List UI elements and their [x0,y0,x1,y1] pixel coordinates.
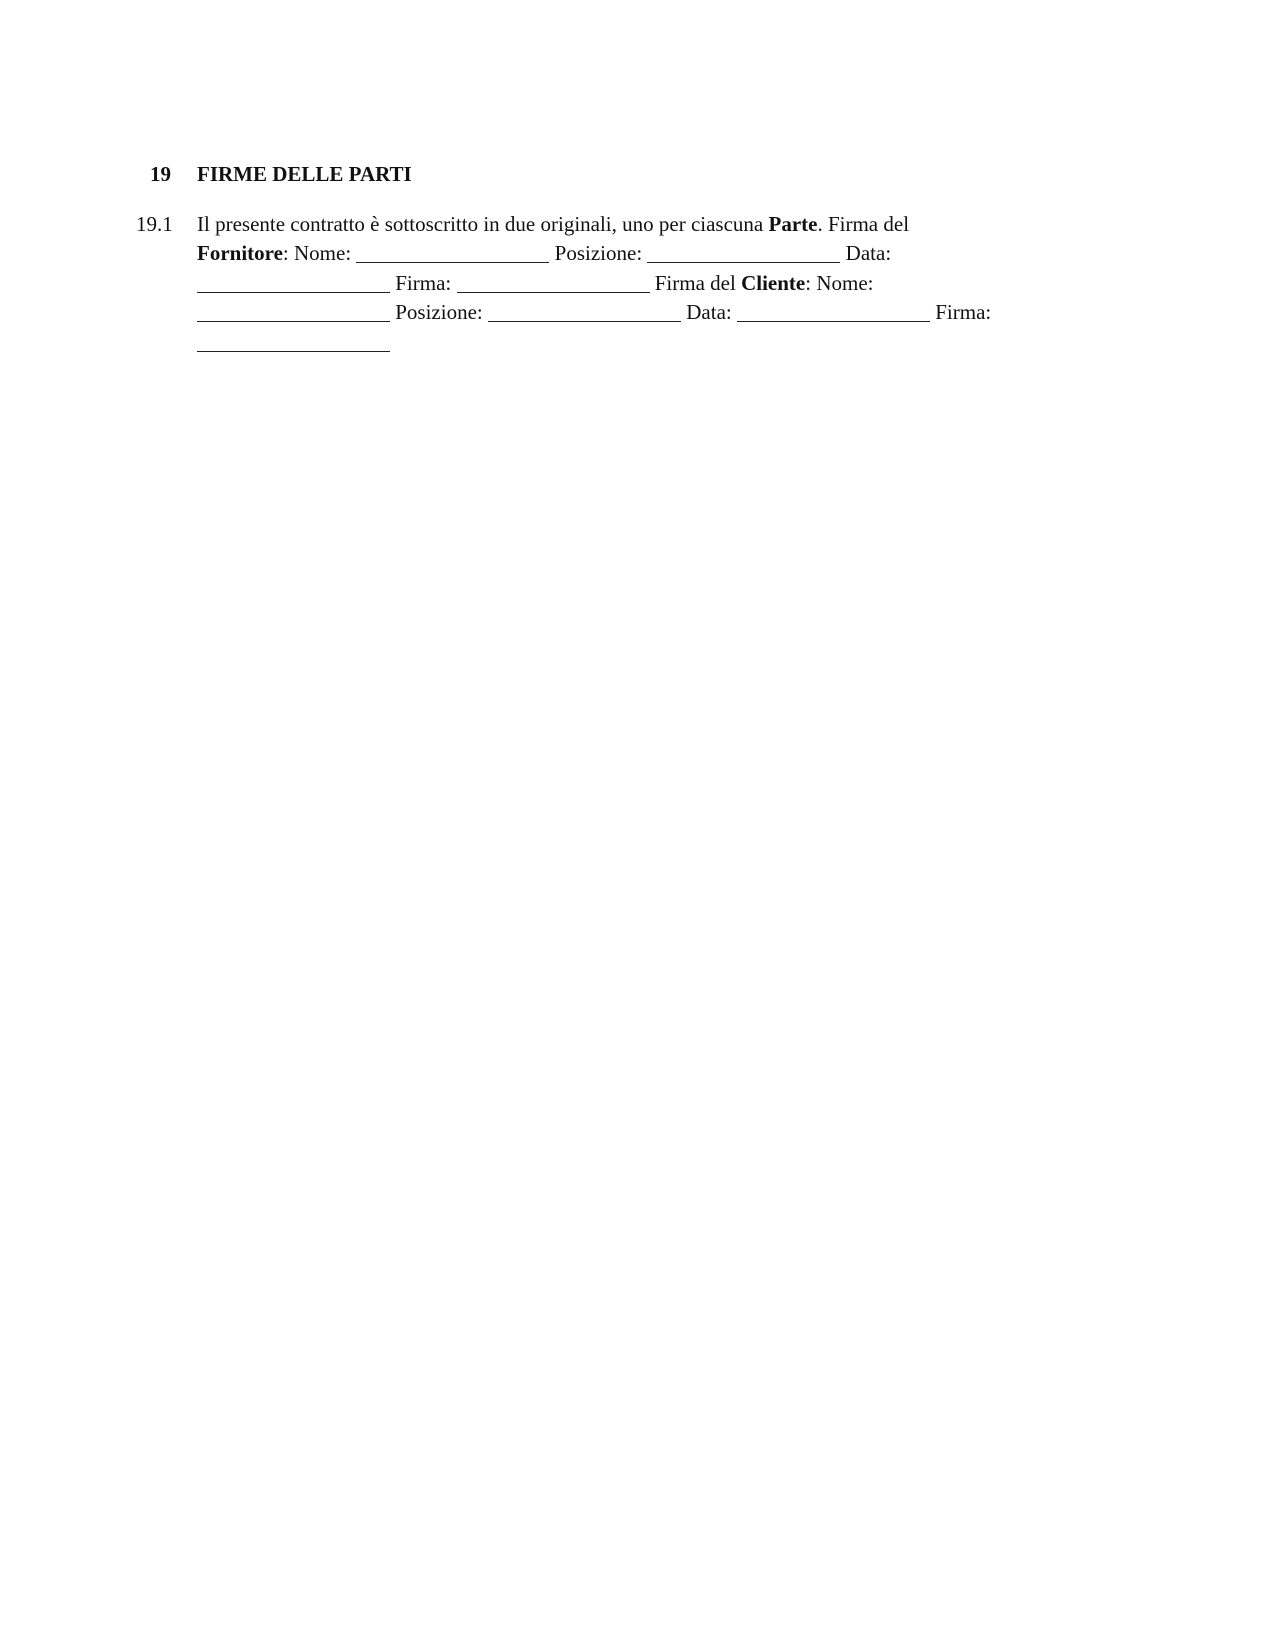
section-title: FIRME DELLE PARTI [197,162,412,186]
clause-line-1 [197,212,909,237]
text: Data: [840,241,892,265]
client-signature-blank [197,333,390,352]
term-cliente: Cliente [741,271,806,295]
text: Firma del [649,271,742,295]
clause-number: 19.1 [136,212,173,236]
clause-line-4 [197,300,991,325]
client-name-blank [197,303,390,322]
clause-line-3 [197,271,873,296]
text: Data: [681,300,737,324]
text: . Firma del [817,212,910,236]
clause-line-5 [197,330,390,355]
text: : Nome: [282,241,357,265]
section-number: 19 [150,162,171,186]
clause-line-2 [197,241,891,266]
client-position-blank [488,303,681,322]
supplier-position-blank [647,244,840,263]
term-parte: Parte [768,212,818,236]
text: Posizione: [549,241,648,265]
text: Il presente contratto è sottoscritto in due originali, uno per ciascuna [197,212,769,236]
text: Posizione: [390,300,488,324]
term-fornitore: Fornitore [197,241,283,265]
text: Firma: [929,300,992,324]
supplier-signature-blank [457,274,650,293]
supplier-date-blank [197,274,390,293]
text: : Nome: [805,271,874,295]
supplier-name-blank [356,244,549,263]
client-date-blank [737,303,930,322]
text: Firma: [390,271,457,295]
